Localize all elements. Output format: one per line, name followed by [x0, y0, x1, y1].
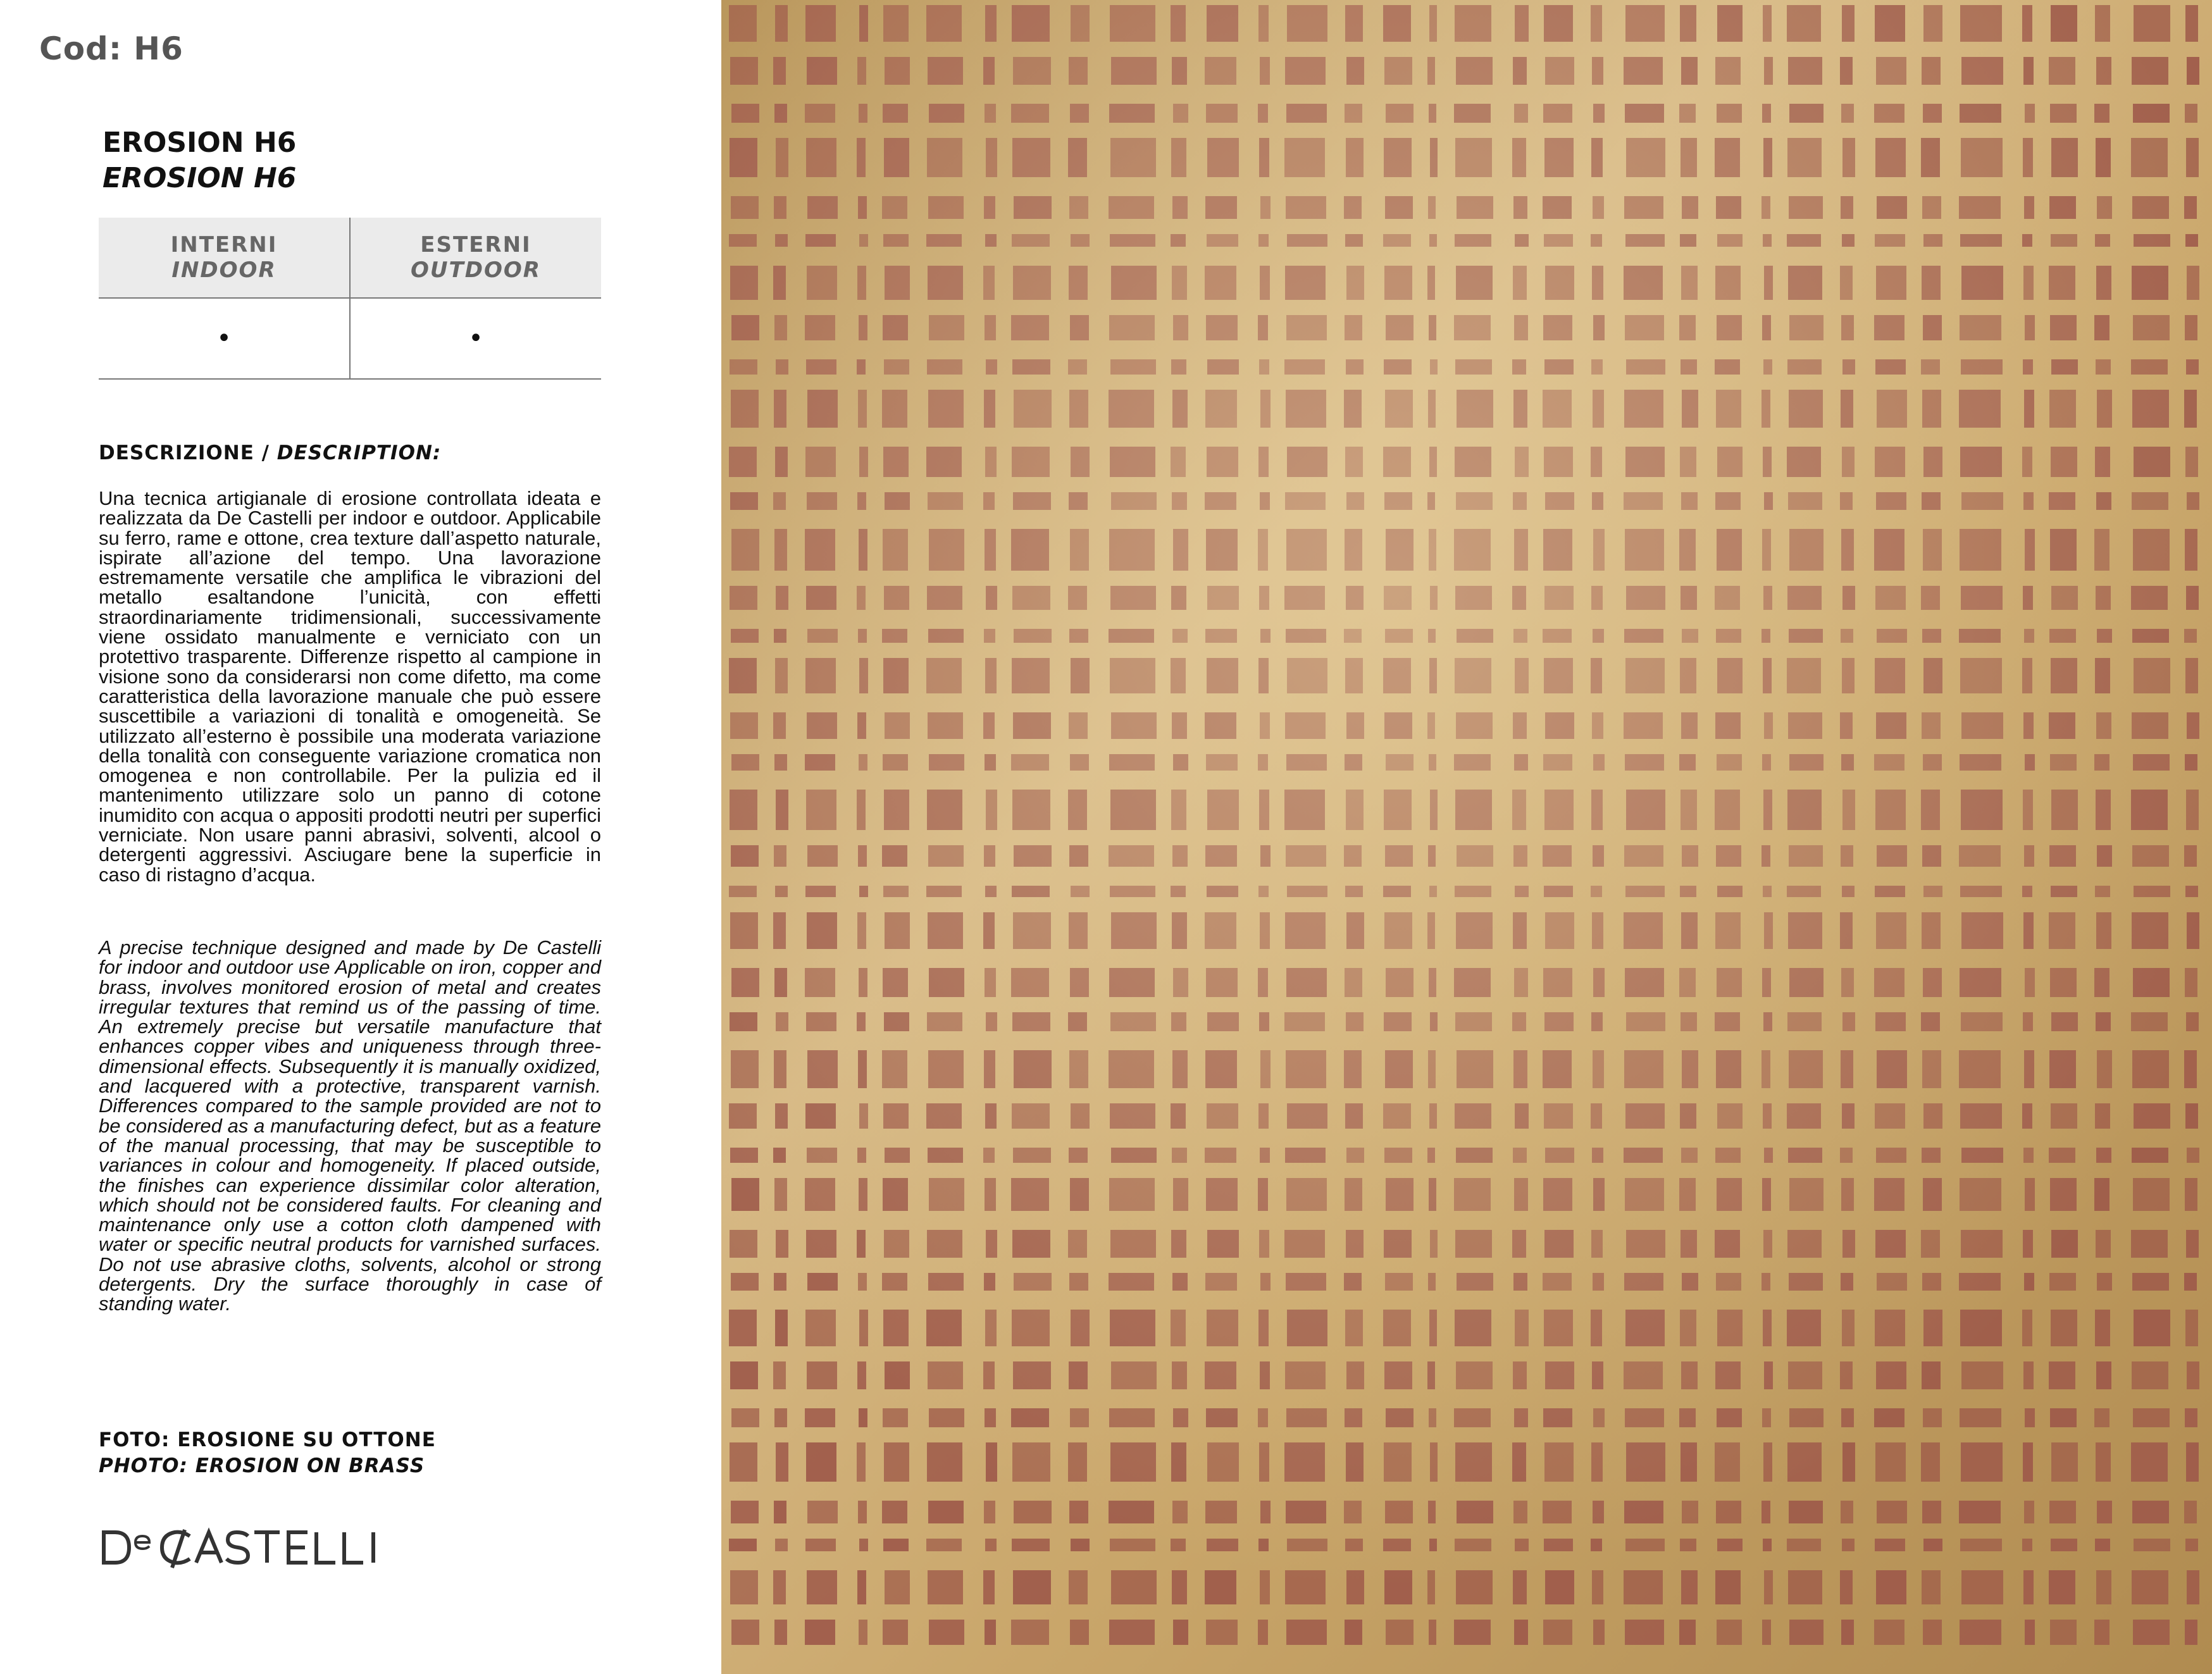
- product-name-it: EROSION H6: [103, 127, 297, 159]
- indoor-header: [99, 218, 350, 298]
- description-text-it: Una tecnica artigianale di erosione controllata ideata e realizzata da De Castelli per indoor e outdoor. Applicabile su ferro, rame e ottone, crea texture dall’aspetto naturale, ispirate all’azione del tempo. Una lavorazione estremamente versatile che amplifica le vibrazioni del metallo esaltandone l’unicità, con effetti straordinariamente tridimensionali, successivamente viene ossidato manualmente e verniciato con un protettivo trasparente. Differenze rispetto al campione in visione sono da considerarsi non come difetto, ma come caratteristica della lavorazione manuale che può essere suscettibile a variazioni di tonalità e omogeneità. Se utilizzato all’esterno è possibile una moderata variazione della tonalità con conseguente variazione cromatica non omogenea e non controllabile. Per la pulizia ed il mantenimento utilizzare solo un panno di cotone inumidito con acqua o appositi prodotti neutri per superfici verniciate. Non usare panni abrasivi, solventi, alcool o detergenti aggressivi. Asciugare bene la superficie in caso di ristagno d’acqua.: [99, 487, 601, 886]
- outdoor-header: [350, 218, 601, 298]
- indoor-mark: •: [99, 298, 350, 379]
- usage-value-row: [99, 298, 601, 379]
- description-heading: [99, 442, 441, 464]
- photo-caption-it: FOTO: EROSIONE SU OTTONE: [99, 1429, 436, 1451]
- photo-caption: [99, 1427, 436, 1479]
- erosion-brass-photo: [721, 0, 2212, 1674]
- usage-table: [99, 218, 601, 380]
- description-heading-it: DESCRIZIONE /: [99, 442, 277, 464]
- indoor-label-it: INTERNI: [170, 232, 278, 257]
- product-name-en: EROSION H6: [103, 162, 297, 194]
- description-text-en: A precise technique designed and made by De Castelli for indoor and outdoor use Applicable on iron, copper and brass, involves monitored erosion of metal and creates irregular textures that remind us of the passing of time. An extremely precise but versatile manufacture that enhances copper vibes and uniqueness through three-dimensional effects. Subsequently it is manually oxidized, and lacquered with a protective, transparent varnish. Differences compared to the sample provided are not to be considered as a manufacturing defect, but as a feature of the manual processing, that may be susceptible to variances in colour and homogeneity. If placed outside, the finishes can experience dissimilar color alteration, which should not be considered faults. For cleaning and maintenance only use a cotton cloth dampened with water or specific neutral products for varnished surfaces. Do not use abrasive cloths, solvents, alcohol or strong detergents. Dry the surface thoroughly in case of standing water.: [99, 936, 601, 1315]
- photo-caption-en: PHOTO: EROSION ON BRASS: [99, 1454, 425, 1477]
- outdoor-label-it: ESTERNI: [420, 232, 531, 257]
- outdoor-mark: •: [350, 298, 601, 379]
- brand-logo: [101, 1527, 405, 1578]
- outdoor-label-en: OUTDOOR: [411, 257, 541, 283]
- indoor-label-en: INDOOR: [171, 257, 276, 283]
- usage-header-row: [99, 218, 601, 298]
- brass-sheen: [721, 0, 2212, 1674]
- product-code: Cod: H6: [39, 30, 183, 67]
- description-heading-en: DESCRIPTION:: [276, 442, 442, 464]
- product-title: [103, 125, 609, 196]
